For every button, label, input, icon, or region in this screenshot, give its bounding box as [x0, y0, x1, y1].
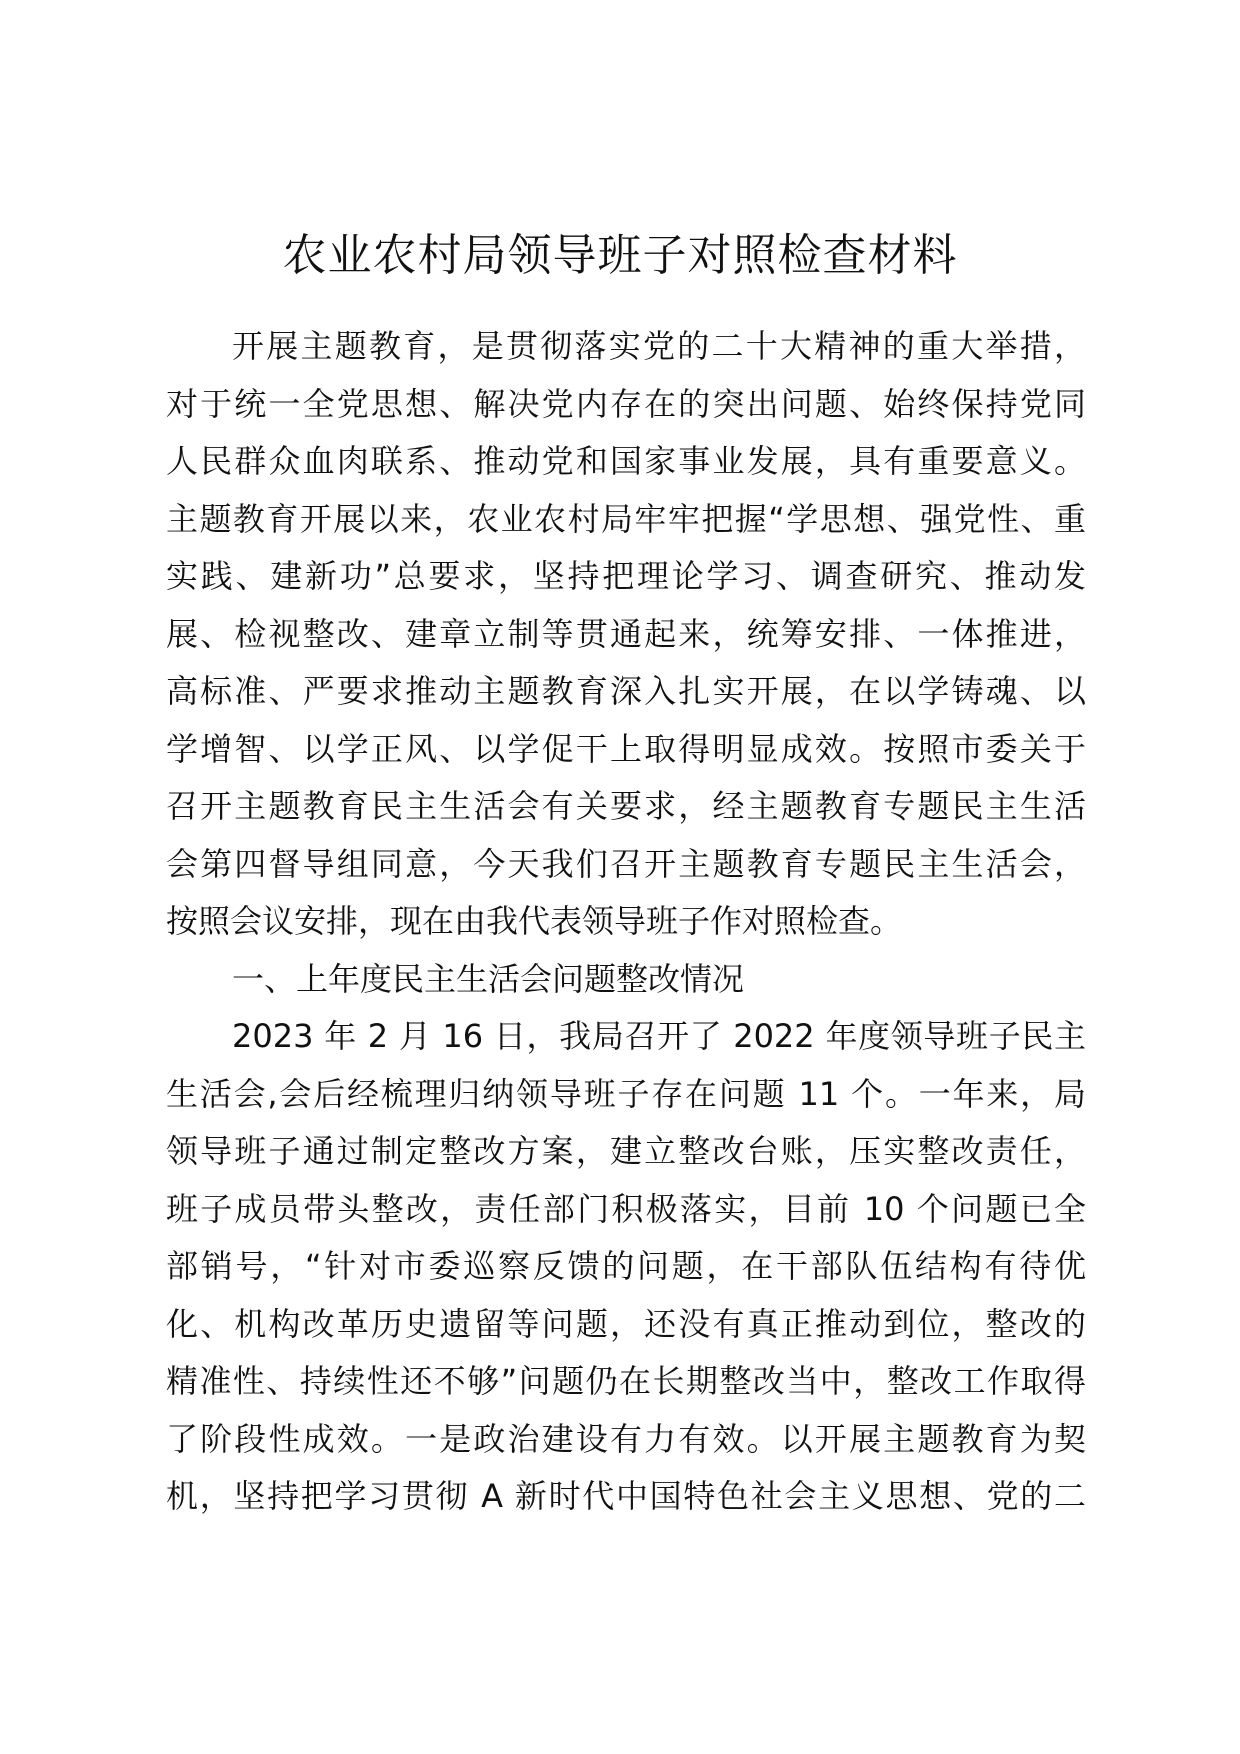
paragraph-line: 按照会议安排，现在由我代表领导班子作对照检查。 — [166, 902, 903, 940]
paragraph-line: 对于统一全党思想、解决党内存在的突出问题、始终保持党同 — [166, 384, 1086, 423]
paragraph-line: 主题教育开展以来，农业农村局牢牢把握“学思想、强党性、重 — [166, 499, 1086, 538]
paragraph-line: 学增智、以学正风、以学促干上取得明显成效。按照市委关于 — [166, 729, 1086, 768]
document-title: 农业农村局领导班子对照检查材料 — [282, 230, 958, 281]
paragraph-line: 召开主题教育民主生活会有关要求，经主题教育专题民主生活 — [166, 787, 1086, 825]
paragraph-line: 会第四督导组同意，今天我们召开主题教育专题民主生活会， — [166, 844, 1086, 883]
paragraph-line: 化、机构改革历史遗留等问题，还没有真正推动到位，整改的 — [166, 1304, 1086, 1343]
paragraph-line: 2023 年 2 月 16 日，我局召开了 2022 年度领导班子民主 — [232, 1017, 1086, 1055]
paragraph-line: 领导班子通过制定整改方案，建立整改台账，压实整改责任， — [166, 1132, 1086, 1170]
paragraph-line: 人民群众血肉联系、推动党和国家事业发展，具有重要意义。 — [166, 442, 1086, 480]
paragraph-line: 展、检视整改、建章立制等贯通起来，统筹安排、一体推进， — [166, 614, 1086, 653]
paragraph-line: 实践、建新功”总要求，坚持把理论学习、调查研究、推动发 — [166, 557, 1086, 595]
paragraph-line: 开展主题教育，是贯彻落实党的二十大精神的重大举措， — [232, 327, 1086, 365]
document-body — [166, 318, 1086, 1526]
paragraph-line: 部销号，“针对市委巡察反馈的问题，在干部队伍结构有待优 — [166, 1247, 1086, 1285]
paragraph-line: 高标准、严要求推动主题教育深入扎实开展，在以学铸魂、以 — [166, 672, 1086, 710]
paragraph-line: 了阶段性成效。一是政治建设有力有效。以开展主题教育为契 — [166, 1419, 1086, 1458]
section-heading: 一、上年度民主生活会问题整改情况 — [232, 959, 745, 998]
paragraph-line: 机，坚持把学习贯彻 A 新时代中国特色社会主义思想、党的二 — [166, 1477, 1086, 1515]
paragraph-line: 班子成员带头整改，责任部门积极落实，目前 10 个问题已全 — [166, 1189, 1086, 1228]
paragraph-line: 精准性、持续性还不够”问题仍在长期整改当中，整改工作取得 — [166, 1362, 1086, 1400]
paragraph-line: 生活会,会后经梳理归纳领导班子存在问题 11 个。一年来，局 — [166, 1074, 1086, 1113]
